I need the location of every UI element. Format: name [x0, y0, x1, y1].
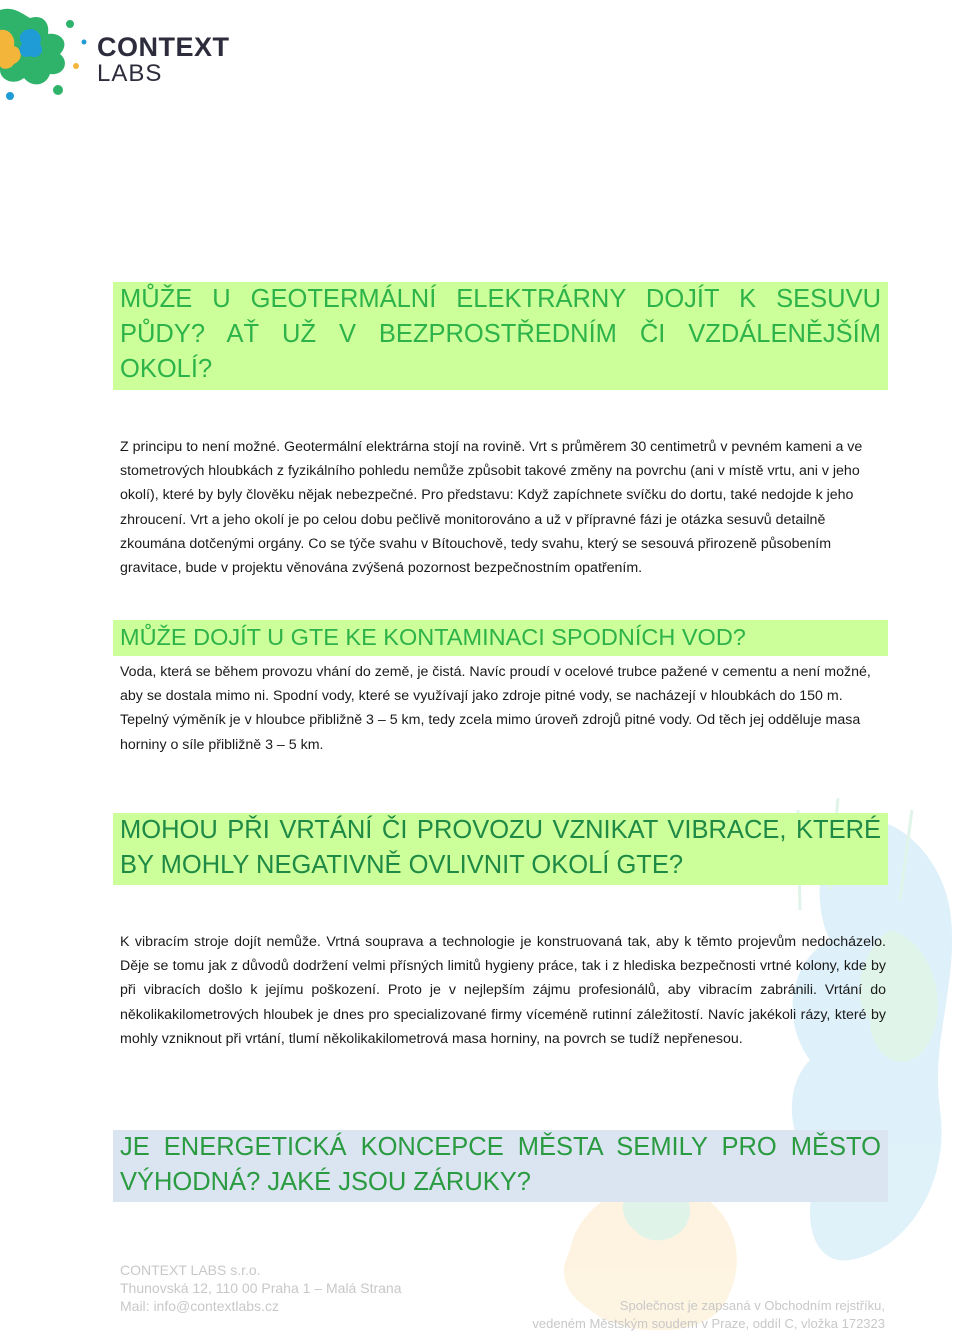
paint-splash-icon [0, 0, 100, 110]
heading-energy-concept-text: JE ENERGETICKÁ KONCEPCE MĚSTA SEMILY PRO MĚSTO VÝHODNÁ? JAKÉ JSOU ZÁRUKY? [120, 1133, 881, 1196]
heading-landslide [113, 282, 888, 390]
paragraph-landslide: Z principu to není možné. Geotermální elektrárna stojí na rovině. Vrt s průměrem 30 centimetrů v pevném kameni a ve stometrových hloubkách z fyzikálního pohledu nemůže způsobit takové změny na povrchu (ani v místě vrtu, ani v jeho okolí), které by byly člověku nějak nebezpečné. Pro představu: Když zapíchnete svíčku do dortu, také nedojde k jeho zhroucení. Vrt a jeho okolí je po celou dobu pečlivě monitorováno a už v přípravné fázi je otázka sesuvů detailně zkoumána dotčenými orgány. Co se týče svahu v Bítouchově, tedy svahu, který se sesouvá přirozeně působením gravitace, bude v projektu věnována zvýšená pozornost bezpečnostním opatřením. [120, 439, 863, 577]
paragraph-water-contamination: Voda, která se během provozu vhání do země, je čistá. Navíc proudí v ocelové trubce pažené v cementu a není možné, aby se dostala mimo ni. Spodní vody, které se využívají jako zdroje pitné vody, se nacházejí v hloubkách do 150 m. Tepelný výměník je v hloubce přibližně 3 – 5 km, tedy zcela mimo úroveň zdrojů pitné vody. Od těch jej odděluje masa horniny o síle přibližně 3 – 5 km. [120, 664, 871, 753]
heading-landslide-text: MŮŽE U GEOTERMÁLNÍ ELEKTRÁRNY DOJÍT K SESUVU PŮDY? AŤ UŽ V BEZPROSTŘEDNÍM ČI VZDÁLENĚJŠÍM OKOLÍ? [120, 285, 881, 383]
footer-mail: Mail: info@contextlabs.cz [120, 1298, 279, 1314]
logo-text-context: CONTEXT [97, 32, 230, 62]
heading-energy-concept [113, 1130, 888, 1202]
paragraph-vibrations: K vibracím stroje dojít nemůže. Vrtná souprava a technologie je konstruovaná tak, aby k těmto projevům nedocházelo. Děje se tomu jak z důvodů dodržení velmi přísných limitů hygieny práce, tak i z hlediska bezpečnosti vrtné kolony, kde by při vibracích došlo k jejímu poškození. Proto je v nejlepším zájmu profesionálů, aby vibracím zabránili. Vrtání do několikakilometrových hloubek je dnes pro specializované firmy víceméně rutinní záležitostí. Navíc jakékoli rázy, které by mohly vzniknout při vrtání, tlumí několikakilometrová masa horniny, na povrch se tudíž nepřenesou. [120, 934, 886, 1047]
company-logo [0, 0, 250, 110]
heading-vibrations-text: MOHOU PŘI VRTÁNÍ ČI PROVOZU VZNIKAT VIBRACE, KTERÉ BY MOHLY NEGATIVNĚ OVLIVNIT OKOLÍ GTE? [120, 816, 881, 879]
heading-vibrations [113, 813, 888, 885]
footer-address: Thunovská 12, 110 00 Praha 1 – Malá Strana [120, 1280, 402, 1296]
footer-registry-line1: Společnost je zapsaná v Obchodním rejstříku, [619, 1298, 885, 1313]
footer-registry-line2: vedeném Městským soudem v Praze, oddíl C, vložka 172323 [532, 1316, 885, 1331]
heading-water-contamination [113, 620, 888, 656]
logo-text-labs: LABS [97, 60, 163, 87]
footer-company: CONTEXT LABS s.r.o. [120, 1262, 261, 1278]
heading-water-contamination-text: MŮŽE DOJÍT U GTE KE KONTAMINACI SPODNÍCH VOD? [120, 624, 746, 650]
